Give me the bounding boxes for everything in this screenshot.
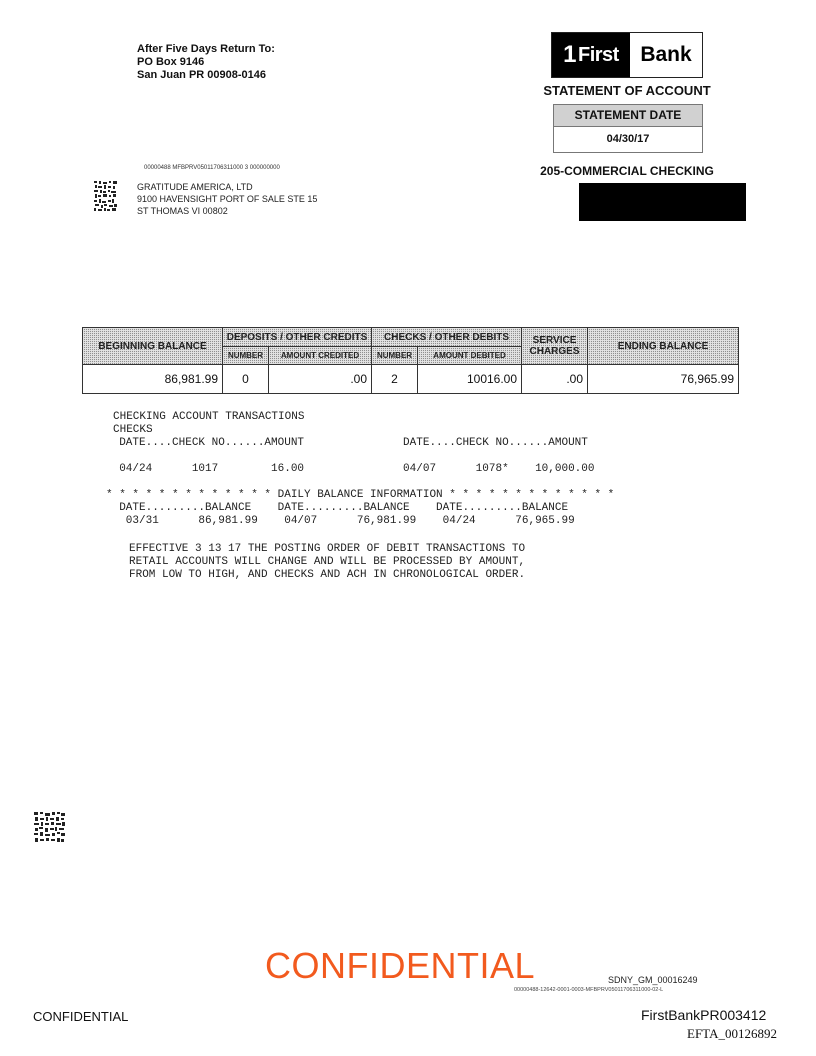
daily-balance-banner: * * * * * * * * * * * * * DAILY BALANCE INFORMATION * * * * * * * * * * * * * — [106, 489, 615, 501]
mailing-street: 9100 HAVENSIGHT PORT OF SALE STE 15 — [137, 194, 318, 204]
footer-tiny-code: 00000488-12642-0001-0003-MFBPRV05011706311000-02-L — [514, 987, 664, 993]
header-beginning-balance: BEGINNING BALANCE — [83, 328, 223, 365]
qr-code-icon — [33, 811, 66, 844]
bank-logo-left — [552, 33, 630, 77]
header-deposits-number: NUMBER — [223, 347, 269, 365]
value-beginning-balance: 86,981.99 — [83, 365, 223, 394]
header-amount-credited: AMOUNT CREDITED — [269, 347, 372, 365]
header-ending-balance: ENDING BALANCE — [588, 328, 739, 365]
value-service-charges: .00 — [522, 365, 588, 394]
mailing-address — [137, 181, 317, 217]
header-checks: CHECKS / OTHER DEBITS — [372, 328, 522, 347]
qr-code-icon — [93, 180, 118, 212]
value-ending-balance: 76,965.99 — [588, 365, 739, 394]
value-deposits-number: 0 — [223, 365, 269, 394]
bank-logo — [551, 32, 703, 78]
efta-number: EFTA_00126892 — [687, 1026, 777, 1041]
account-type: 205-COMMERCIAL CHECKING — [540, 164, 714, 178]
bank-logo-first: First — [578, 43, 619, 66]
daily-balance-row: 03/31 86,981.99 04/07 76,981.99 04/24 76,965.99 — [106, 515, 575, 527]
account-summary-table — [82, 327, 739, 394]
mailing-city: ST THOMAS VI 00802 — [137, 206, 228, 216]
transactions-heading: CHECKING ACCOUNT TRANSACTIONS — [113, 411, 305, 423]
header-service-line2: CHARGES — [529, 346, 580, 357]
confidential-label: CONFIDENTIAL — [33, 1009, 129, 1024]
transactions-subheading: CHECKS — [113, 424, 153, 436]
value-checks-number: 2 — [372, 365, 418, 394]
notice-line1: EFFECTIVE 3 13 17 THE POSTING ORDER OF DEBIT TRANSACTIONS TO — [129, 543, 526, 555]
statement-date-value: 04/30/17 — [606, 133, 650, 145]
confidential-stamp: CONFIDENTIAL — [265, 945, 536, 986]
bank-document-id: FirstBankPR003412 — [641, 1007, 767, 1023]
daily-balance-header: DATE.........BALANCE DATE.........BALANCE DATE.........BALANCE — [106, 502, 569, 514]
bank-logo-bank: Bank — [630, 33, 702, 77]
value-amount-credited: .00 — [269, 365, 372, 394]
notice-line3: FROM LOW TO HIGH, AND CHECKS AND ACH IN CHRONOLOGICAL ORDER. — [129, 569, 526, 581]
statement-date-box — [553, 104, 703, 153]
return-address-line2: PO Box 9146 — [137, 56, 205, 68]
notice-line2: RETAIL ACCOUNTS WILL CHANGE AND WILL BE PROCESSED BY AMOUNT, — [129, 556, 526, 568]
statement-title: STATEMENT OF ACCOUNT — [543, 83, 711, 98]
value-amount-debited: 10016.00 — [418, 365, 522, 394]
header-amount-debited: AMOUNT DEBITED — [418, 347, 522, 365]
return-address — [137, 43, 275, 82]
sdny-bates-number: SDNY_GM_00016249 — [608, 975, 698, 985]
check-row: 04/24 1017 16.00 04/07 1078* 10,000.00 — [106, 463, 595, 475]
mailing-name: GRATITUDE AMERICA, LTD — [137, 182, 253, 192]
header-service-line1: SERVICE — [532, 335, 577, 346]
return-address-line1: After Five Days Return To: — [137, 43, 275, 55]
mailing-code: 00000488 MFBPRV05011706311000 3 000000000 — [144, 165, 280, 171]
statement-date-label: STATEMENT DATE — [554, 105, 702, 127]
header-checks-number: NUMBER — [372, 347, 418, 365]
header-deposits: DEPOSITS / OTHER CREDITS — [223, 328, 372, 347]
redaction-box — [579, 183, 746, 221]
header-service-charges — [522, 328, 588, 365]
return-address-line3: San Juan PR 00908-0146 — [137, 69, 267, 81]
checks-columns-header: DATE....CHECK NO......AMOUNT DATE....CHECK NO......AMOUNT — [106, 437, 588, 449]
bank-logo-number: 1 — [563, 41, 576, 68]
